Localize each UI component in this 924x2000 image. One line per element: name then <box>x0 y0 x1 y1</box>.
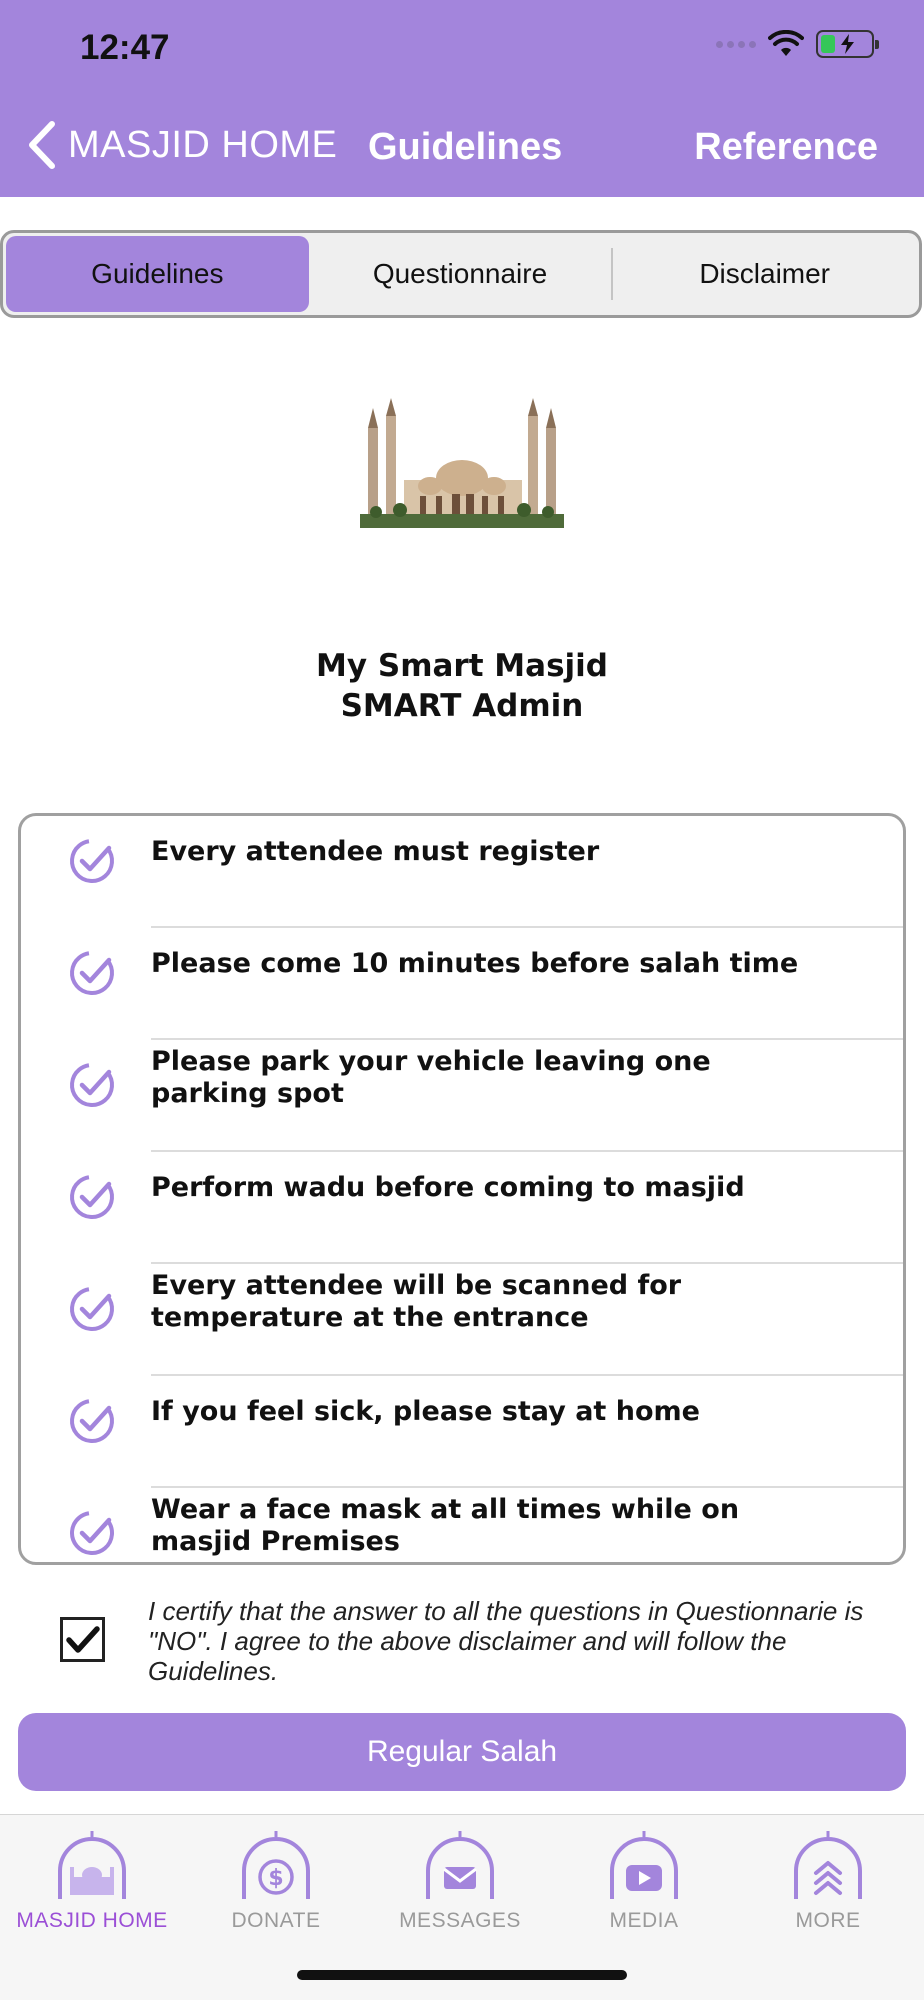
chevrons-up-icon <box>790 1829 866 1905</box>
check-circle-icon <box>67 1396 117 1446</box>
tab-label: MEDIA <box>609 1909 679 1932</box>
guideline-text: Please come 10 minutes before salah time <box>151 948 799 979</box>
cellular-signal-icon <box>716 41 756 48</box>
envelope-icon <box>422 1829 498 1905</box>
tab-media[interactable] <box>552 1829 736 1933</box>
admin-title: SMART Admin <box>340 688 584 724</box>
mosque-icon <box>54 1829 130 1905</box>
tab-label: MORE <box>795 1909 861 1932</box>
list-item <box>21 1264 906 1376</box>
check-circle-icon <box>67 1284 117 1334</box>
status-time: 12:47 <box>80 28 170 67</box>
tab-questionnaire[interactable]: Questionnaire <box>372 258 548 289</box>
guideline-text: Perform wadu before coming to masjid <box>151 1172 745 1203</box>
header-bar <box>0 0 924 197</box>
tab-masjid-home[interactable] <box>0 1829 184 1933</box>
tab-donate[interactable] <box>184 1829 368 1933</box>
tab-label: DONATE <box>231 1909 321 1932</box>
list-item <box>21 928 906 1040</box>
checkmark-icon <box>66 1625 100 1655</box>
check-circle-icon <box>67 836 117 886</box>
page-title: Guidelines <box>368 126 563 168</box>
mosque-logo <box>360 398 564 528</box>
guideline-text: If you feel sick, please stay at home <box>151 1396 700 1427</box>
reference-button[interactable]: Reference <box>694 126 878 168</box>
chevron-left-icon <box>24 120 60 170</box>
tab-disclaimer[interactable]: Disclaimer <box>699 258 831 289</box>
check-circle-icon <box>67 948 117 998</box>
segmented-control <box>0 230 922 318</box>
check-circle-icon <box>67 1172 117 1222</box>
certify-checkbox[interactable] <box>60 1617 105 1662</box>
back-button-label: MASJID HOME <box>68 123 338 166</box>
guideline-text: Wear a face mask at all times while on masjid Premises <box>151 1494 740 1557</box>
check-circle-icon <box>67 1060 117 1110</box>
tab-guidelines[interactable]: Guidelines <box>6 236 309 312</box>
certification-text: I certify that the answer to all the questions in Questionnarie is "NO". I agree to the above disclaimer and will follow the Guidelines. <box>148 1596 864 1686</box>
masjid-name: My Smart Masjid <box>316 648 608 684</box>
svg-text:$: $ <box>268 1866 284 1891</box>
back-button[interactable] <box>24 120 337 170</box>
check-circle-icon <box>67 1508 117 1558</box>
dollar-icon <box>238 1829 314 1905</box>
battery-icon <box>816 30 874 58</box>
wifi-icon <box>768 30 804 58</box>
list-item <box>21 816 906 928</box>
tab-messages[interactable] <box>368 1829 552 1933</box>
guidelines-list <box>18 813 906 1565</box>
list-item <box>21 1488 906 1565</box>
guideline-text: Every attendee must register <box>151 836 600 867</box>
guideline-text: Every attendee will be scanned for temperature at the entrance <box>151 1270 682 1333</box>
list-item <box>21 1040 906 1152</box>
list-item <box>21 1152 906 1264</box>
regular-salah-button[interactable]: Regular Salah <box>18 1713 906 1791</box>
play-icon <box>606 1829 682 1905</box>
tab-more[interactable] <box>736 1829 920 1933</box>
guideline-text: Please park your vehicle leaving one parking spot <box>151 1046 711 1109</box>
tab-label: MESSAGES <box>399 1909 521 1932</box>
home-indicator[interactable] <box>297 1970 627 1980</box>
status-indicators <box>716 30 874 58</box>
list-item <box>21 1376 906 1488</box>
tab-label: MASJID HOME <box>16 1909 168 1932</box>
